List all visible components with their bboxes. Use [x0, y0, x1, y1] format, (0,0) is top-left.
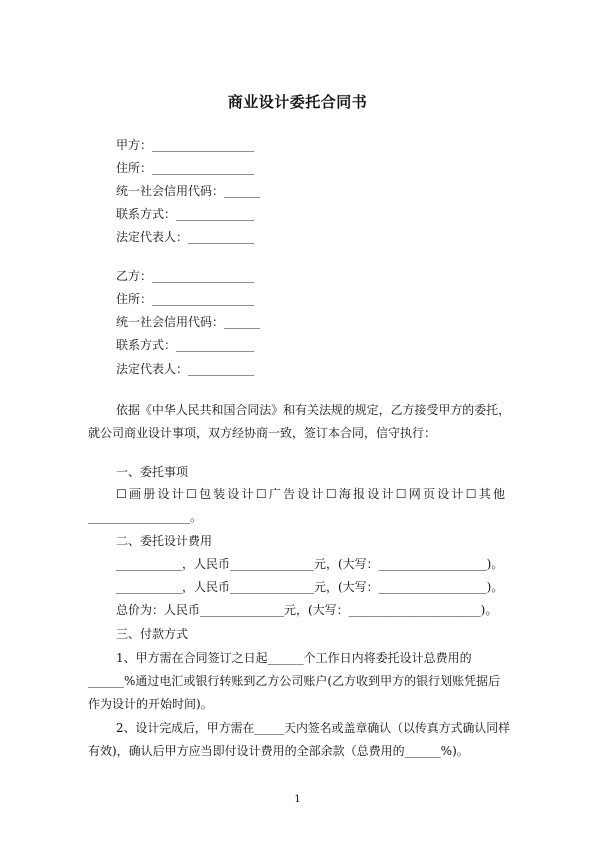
payment-clause-2-line-1: 2、设计完成后，甲方需在_____天内签名或盖章确认（以传真方式确认同样 [116, 721, 511, 735]
payment-clause-2-line-2: 有效)，确认后甲方应当即付设计费用的全部余款（总费用的______%)。 [88, 744, 469, 758]
section-1-heading: 一、委托事项 [116, 465, 189, 479]
payment-clause-1-line-3: 作为设计的开始时间)。 [88, 697, 213, 711]
payment-clause-1-line-1: 1、甲方需在合同签订之日起______个工作日内将委托设计总费用的 [116, 651, 472, 665]
party-b-name-field: 乙方：_________________ [116, 269, 255, 283]
party-a-name-field: 甲方：_________________ [116, 138, 255, 152]
party-a-rep-field: 法定代表人：___________ [116, 230, 255, 244]
party-b-contact-field: 联系方式：_____________ [116, 338, 255, 352]
intro-paragraph-line-1: 依据《中华人民共和国合同法》和有关法规的规定，乙方接受甲方的委托， [116, 403, 511, 417]
party-b-rep-field: 法定代表人：___________ [116, 362, 255, 376]
party-a-credit-code-field: 统一社会信用代码：______ [116, 184, 261, 198]
total-price-line: 总价为：人民币______________元，(大写：______________________)。 [116, 603, 498, 617]
payment-clause-1-line-2: ______%通过电汇或银行转账到乙方公司账户(乙方收到甲方的银行划账凭据后 [88, 674, 501, 688]
party-a-contact-field: 联系方式：_____________ [116, 207, 255, 221]
document-title: 商业设计委托合同书 [227, 93, 368, 111]
section-1-other-blank: _________________。 [88, 510, 203, 524]
party-a-address-field: 住所：_________________ [116, 161, 255, 175]
section-3-heading: 三、付款方式 [116, 627, 189, 641]
party-b-credit-code-field: 统一社会信用代码：______ [116, 315, 261, 329]
party-b-address-field: 住所：_________________ [116, 292, 255, 306]
intro-paragraph-line-2: 就公司商业设计事项，双方经协商一致，签订本合同，信守执行： [88, 426, 437, 440]
section-1-options: ☐画册设计☐包装设计☐广告设计☐海报设计☐网页设计☐其他 [116, 487, 505, 501]
page-number: 1 [294, 794, 301, 805]
fee-line-2: ___________，人民币______________元，(大写：__________________)。 [116, 580, 504, 594]
fee-line-1: ___________，人民币______________元，(大写：__________________)。 [116, 557, 504, 571]
section-2-heading: 二、委托设计费用 [116, 534, 213, 548]
